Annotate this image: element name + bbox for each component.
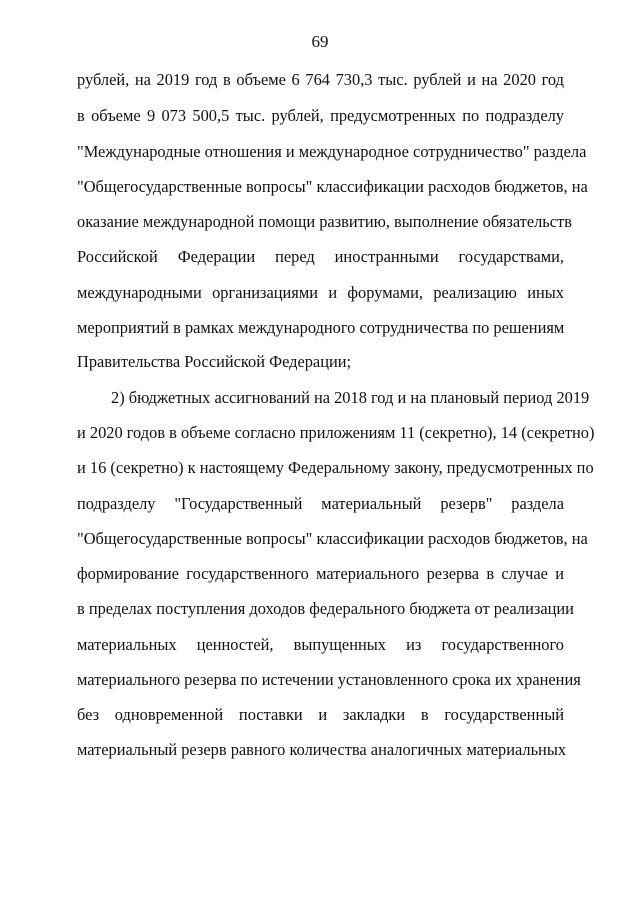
text-line: подразделу "Государственный материальный резерв" раздела [77,494,564,513]
text-line: рублей, на 2019 год в объеме 6 764 730,3 тыс. рублей и на 2020 год [77,70,564,89]
text-line: Российской Федерации перед иностранными государствами, [77,247,564,266]
text-line: и 16 (секретно) к настоящему Федеральному закону, предусмотренных по [77,458,594,477]
text-line: материальных ценностей, выпущенных из государственного [77,635,564,654]
text-line: "Общегосударственные вопросы" классификации расходов бюджетов, на [77,529,588,548]
text-line: материальный резерв равного количества аналогичных материальных [77,740,567,759]
text-line: в объеме 9 073 500,5 тыс. рублей, предусмотренных по подразделу [77,106,564,125]
text-line: оказание международной помощи развитию, выполнение обязательств [77,212,572,231]
text-line: мероприятий в рамках международного сотрудничества по решениям [77,318,565,337]
text-line: материального резерва по истечении установленного срока их хранения [77,670,581,689]
text-line: формирование государственного материального резерва в случае и [77,564,564,583]
text-line: Правительства Российской Федерации; [77,352,352,371]
text-line: в пределах поступления доходов федерального бюджета от реализации [77,599,574,618]
page-number: 69 [311,32,329,51]
text-line: "Общегосударственные вопросы" классификации расходов бюджетов, на [77,177,588,196]
paragraph-first-line: 2) бюджетных ассигнований на 2018 год и на плановый период 2019 [111,388,590,407]
text-line: "Международные отношения и международное сотрудничество" раздела [77,142,587,161]
text-line: без одновременной поставки и закладки в государственный [77,705,564,724]
text-line: международными организациями и форумами, реализацию иных [77,283,564,302]
text-line: и 2020 годов в объеме согласно приложениям 11 (секретно), 14 (секретно) [77,423,595,442]
